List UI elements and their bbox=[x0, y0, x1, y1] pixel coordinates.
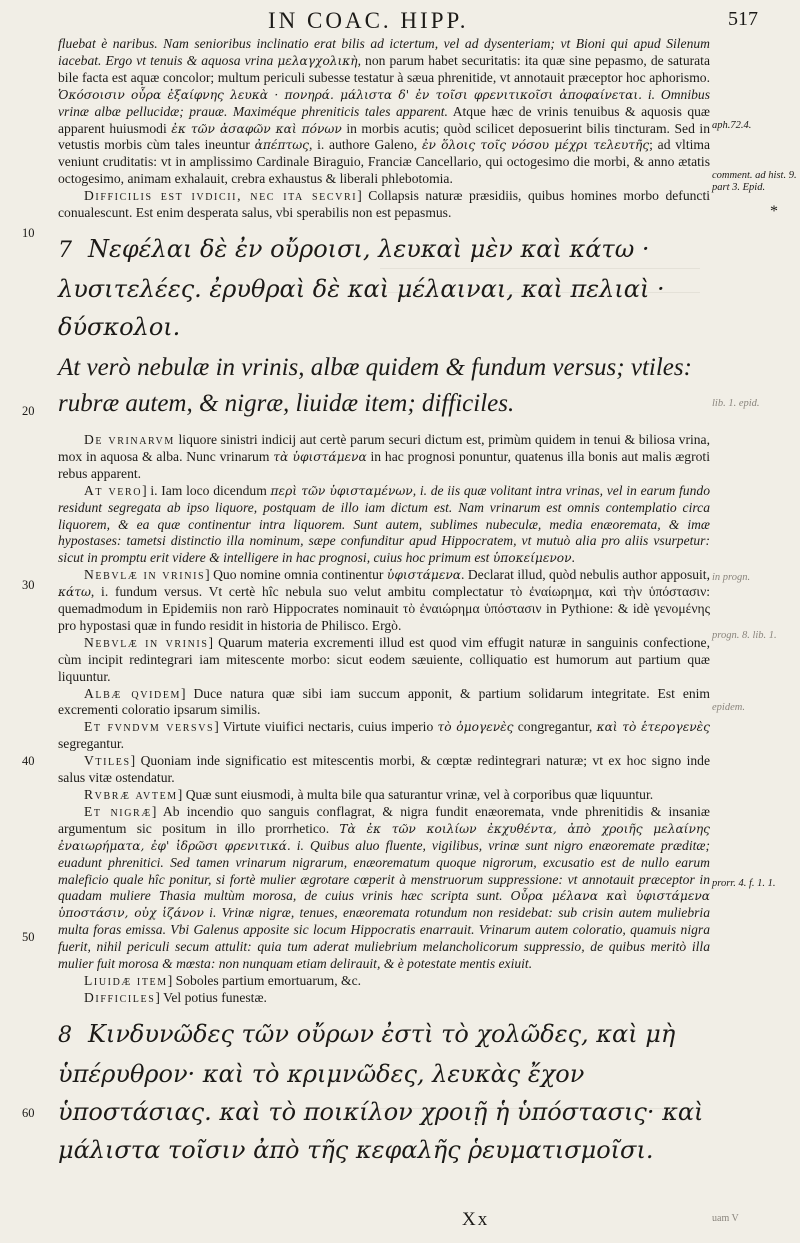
commentary-text: , i. fundum versus. Vt certè hîc nebula suo velut ambitu complectatur τὸ ἐναίωρημα, καὶ τὴν ὑπόστασιν: quemadmodum in Epidemiis non rarò Hippocrates nominauit τὸ ἐναιώρημα ὑπόστασιν in Pythione: & idè γενομένης pro hypostasi quæ in fundo residit in historia de Philisco. Ergò. bbox=[58, 584, 710, 633]
margin-note: in progn. bbox=[712, 572, 751, 583]
commentary-paragraph bbox=[58, 973, 710, 990]
commentary-text: ] Ab incendio quo sanguis conflagrat, & nigra fundit enæoremata, vnde phrenitidis & insaniæ argumentum sic positum in illo prorrhetico. bbox=[58, 803, 710, 836]
lemma: Nebvlæ in vrinis bbox=[84, 634, 209, 650]
greek-term: τὸ ὁμογενὲς bbox=[437, 720, 514, 735]
commentary-text: liquore sinistri indicij aut certè parum securi dictum est, primùm quidem in tenui & biliosa vrina, mox in aquosa & alba. Nunc vrinarum bbox=[58, 431, 710, 464]
commentary-text: . bbox=[571, 550, 575, 566]
greek-quote: Οὖρα μέλανα καὶ ὑφιστάμενα ὑποστάσιν, οὐχ ἱζάνον bbox=[58, 889, 711, 921]
commentary-paragraph bbox=[58, 787, 710, 804]
commentary-text: ] Duce natura quæ sibi iam succum apponit, & partium solidarum integritate. Est enim excrementi coloratio ipsarum similis. bbox=[58, 685, 711, 718]
margin-note: prorr. 4. f. 1. 1. bbox=[712, 878, 776, 889]
margin-note: epidem. bbox=[712, 702, 745, 713]
commentary-paragraph bbox=[58, 567, 710, 635]
greek-term: ἀπέπτως bbox=[254, 138, 309, 153]
greek-quote: Τὰ ἐκ τῶν κοιλίων ἐκχυθέντα, ἀπὸ χροιῆς μελαίνης ἐναιωρήματα, ἐφ' ἱδρῶσι φρενιτικά. bbox=[58, 821, 710, 853]
greek-term: μελαγχολικὴ bbox=[277, 53, 358, 68]
commentary-text: i. Vrinæ nigræ, tenues, enæoremata rotundum non residebat: sub crisin autem muliebria multa foras emissa. Vbi Galenus apposite sic locum Hippocratis enarrauit. Vrinarum autem coloratio, quamuis nigra fuerit, nihil periculi secum attulit: quia tum aderat muliebrium melancholicorum suppressio, de quibus meritò illa mulier fuit morosa & mœsta: non nunquam etiam delirauit, & è potestate mentis exiuit. bbox=[58, 905, 710, 972]
commentary-text: segregantur. bbox=[58, 736, 125, 752]
commentary-paragraph bbox=[58, 990, 710, 1007]
intro-text: Atque hæc de vrinis tenuibus & aquosis quæ apparent huiusmodi bbox=[58, 103, 710, 136]
greek-term: ἐν ὅλοις τοῖς νόσου μέχρι τελευτῆς bbox=[421, 138, 650, 153]
greek-heading: Κινδυνῶδες τῶν οὔρων ἐστὶ τὸ χολῶδες, καὶ μὴ ὑπέρυθρον· καὶ τὸ κριμνῶδες, λευκὰς ἔχον ὑποστάσιας. καὶ τὸ ποικίλον χροιῇ ἡ ὑπόστασις· καὶ μάλιστα τοῖσιν ἀπὸ τῆς κεφαλῆς ῥευματισμοῖσι. bbox=[58, 1019, 704, 1164]
line-number: 60 bbox=[22, 1106, 35, 1120]
greek-term: ἐκ τῶν ἀσαφῶν καὶ πόνων bbox=[171, 121, 342, 136]
greek-term: καὶ τὸ ἑτερογενὲς bbox=[596, 720, 711, 735]
commentary-paragraph bbox=[58, 804, 710, 973]
line-number: 50 bbox=[22, 930, 35, 944]
difficilis-paragraph bbox=[58, 188, 710, 222]
lemma: Nebvlæ in vrinis bbox=[84, 567, 206, 583]
asterisk-mark: * bbox=[770, 203, 778, 220]
greek-aphorism: Ὁκόσοισιν οὖρα ἐξαίφνης λευκὰ · πονηρά. μάλιστα δ' ἐν τοῖσι φρενιτικοῖσι ἀποφαίνεται. bbox=[58, 87, 643, 102]
page-number: 517 bbox=[728, 8, 758, 30]
commentary-paragraph bbox=[58, 753, 710, 787]
intro-text: , non parum habet securitatis: ita quæ sine pepasmo, de saturata bile facta est aquæ concolor; multum periculi subesse testatur à sæua phrenitide, vt annotauit præceptor hoc aphorismo. bbox=[58, 52, 710, 85]
line-number: 20 bbox=[22, 404, 35, 418]
intro-text: ; ad vltima veniunt cruditatis: vt in amplissimo Cardinale Biraguio, Franciæ Cancellario, qui octogesimo die morbi, & anno ætatis octogesimo, animam exhalauit, crebra exhaustus & liberali phlebotomia. bbox=[58, 137, 710, 187]
commentary-text: i. Quibus aluo fluente, vigilibus, vrinæ sunt nigro enæoremate præditæ; euadunt phrenitici. Sed tamen vrinarum nigrarum, enæorematum quoque nigrorum, excusatio est de nullo earum maleficio quale hîc ponitur, si fortè mulier ægrotare cœperit à menstruorum suppressione: vt annotauit præceptor in quadam muliere Thasia multùm morosa, de cuius vrinis hæc scripta sunt. bbox=[58, 837, 710, 904]
lemma: Rvbræ avtem bbox=[84, 787, 178, 802]
commentary-paragraph bbox=[58, 432, 710, 483]
intro-paragraph bbox=[58, 36, 710, 188]
greek-term: τὰ ὑφιστάμενα bbox=[273, 449, 367, 464]
catchword: uam V bbox=[712, 1213, 739, 1224]
section-7-greek bbox=[58, 230, 710, 346]
margin-note: comment. ad hist. 9. part 3. Epid. bbox=[712, 170, 797, 193]
intro-text: , i. authore Galeno, bbox=[308, 137, 418, 153]
margin-note: aph.72.4. bbox=[712, 120, 752, 131]
lemma: Difficilis est ivdicii, nec ita secvri bbox=[84, 188, 358, 204]
greek-term: ὑφιστάμενα bbox=[386, 568, 462, 583]
running-title: IN COAC. HIPP. bbox=[268, 8, 469, 33]
greek-term: κάτω bbox=[58, 585, 91, 600]
commentary-text: ] i. Iam loco dicendum bbox=[142, 482, 267, 498]
commentary-text: ] Soboles partium emortuarum, &c. bbox=[167, 972, 362, 988]
intro-text: i. Omnibus vrinæ albæ pellucidæ; prauæ. Maximéque phreniticis tales apparent. bbox=[58, 86, 711, 119]
lemma: Et fvndvm versvs bbox=[84, 719, 215, 735]
greek-term: περὶ τῶν ὑφισταμένων bbox=[270, 483, 413, 498]
commentary-text: in hac prognosi ponuntur, quatenus illa bonis aut malis ægroti rebus apparent. bbox=[58, 448, 710, 481]
commentary-text: ] Quo nomine omnia continentur bbox=[205, 567, 384, 583]
commentary-text: ] Virtute viuifici nectaris, cuius imperio bbox=[214, 719, 434, 735]
commentary-paragraph bbox=[58, 483, 710, 568]
lemma: Liuidæ item bbox=[84, 972, 168, 988]
commentary-paragraph bbox=[58, 635, 710, 686]
commentary-text: congregantur, bbox=[513, 719, 593, 735]
commentary-text: ] Vel potius funestæ. bbox=[155, 989, 267, 1005]
commentary-text: ] Quarum materia excrementi illud est quod vim effugit naturæ in sanguinis confectione, cùm incipit redintegrari iam mitescente morbo: sicut eodem sæuiente, colliquatio est humorum aut partium quæ liquuntur. bbox=[58, 634, 710, 684]
margin-note: progn. 8. lib. 1. bbox=[712, 630, 777, 641]
signature-mark: Xx bbox=[462, 1209, 490, 1230]
page-footer bbox=[0, 1206, 800, 1236]
line-number: 30 bbox=[22, 578, 35, 592]
intro-text: in morbis acutis; quòd scilicet deposuerint bilis tincturam. Sed in vetustis morbis cùm tales ineuntur bbox=[58, 120, 710, 153]
margin-note: lib. 1. epid. bbox=[712, 398, 760, 409]
section-7-latin: At verò nebulæ in vrinis, albæ quidem & fundum versus; vtiles: rubræ autem, & nigræ, liuidæ item; difficiles. bbox=[58, 353, 692, 417]
commentary-text: ] Collapsis naturæ præsidiis, quibus homines morbo defuncti conualescunt. Est enim desperata salus, vbi sperabilis non est pepasmus. bbox=[58, 188, 710, 221]
page-header bbox=[0, 6, 800, 34]
lemma: Albæ qvidem bbox=[84, 685, 182, 701]
commentary-text: . Declarat illud, quòd nebulis author apposuit, bbox=[461, 567, 710, 583]
commentary-paragraph bbox=[58, 686, 710, 720]
lemma: At vero bbox=[84, 482, 143, 498]
greek-heading: Νεφέλαι δὲ ἐν οὔροισι, λευκαὶ μὲν καὶ κάτω · λυσιτελέες. ἐρυθραὶ δὲ καὶ μέλαιναι, καὶ πελιαὶ · δύσκολοι. bbox=[58, 234, 665, 341]
lemma: Et nigræ bbox=[84, 803, 152, 819]
section-8-greek bbox=[58, 1015, 710, 1169]
intro-text: fluebat è naribus. Nam senioribus inclinatio erat bilis ad ictertum, vel ad dysenteriam; vt Bioni qui apud Silenum iacebat. Ergo vt tenuis & aquosa vrina bbox=[58, 36, 710, 68]
section-number: 7 bbox=[58, 237, 72, 263]
commentary-text: ] Quoniam inde significatio est mitescentis morbi, & cœptæ redintegrari naturæ; vt ex hoc signo inde salus vitæ ostendatur. bbox=[58, 753, 710, 786]
commentary-text: , i. de iis quæ volitant intra vrinas, vel in earum fundo residunt segregata ab ipso liquore, postquam de illo iam dictum est. Nam vrinarum est omnis contemplatio circa liquorem, & ea quæ continentur intra liquorem. Sunt autem, sublimes nubeculæ, media enæoremata, & imæ hypostases: tametsi distinctio illa nominum, sæpe confunditur apud Hippocratem, vt mutuò alia pro aliis vsurpetur: sicut in promptu erit videre & intelligere in hac prognosi, cuius hoc primum est bbox=[58, 482, 710, 566]
line-number: 10 bbox=[22, 226, 35, 240]
commentary-text: ] Quæ sunt eiusmodi, à multa bile qua saturantur vrinæ, vel à corporibus quæ liquuntur. bbox=[177, 787, 654, 802]
main-text bbox=[58, 36, 710, 1173]
line-number: 40 bbox=[22, 754, 35, 768]
lemma: De vrinarvm bbox=[84, 431, 175, 447]
lemma: Vtiles bbox=[84, 753, 131, 769]
lemma: Difficiles bbox=[84, 989, 156, 1005]
greek-term: ὑποκείμενον bbox=[492, 551, 572, 566]
section-number: 8 bbox=[58, 1022, 72, 1048]
commentary-paragraph bbox=[58, 719, 710, 753]
